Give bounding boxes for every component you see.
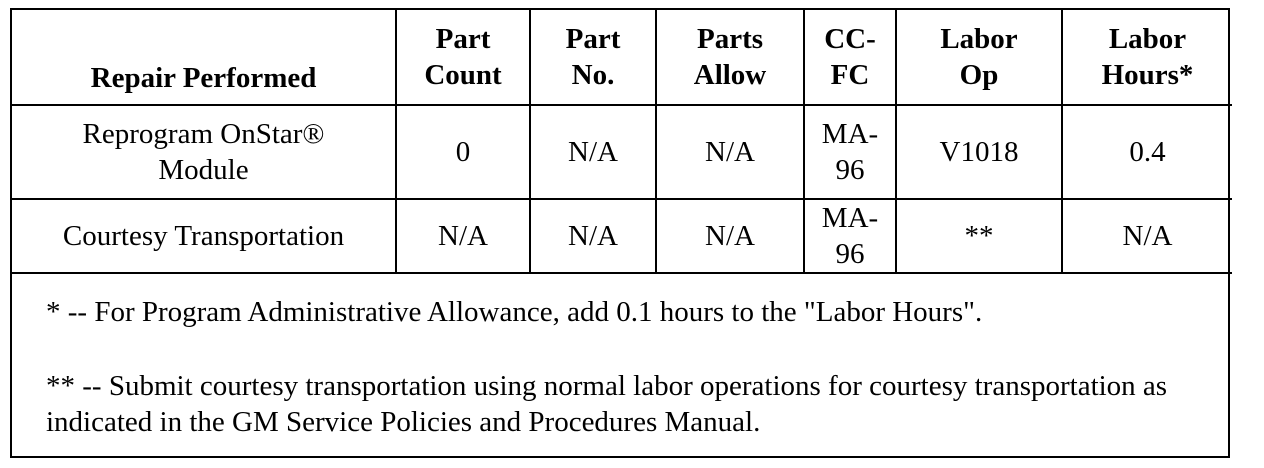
cc-fc-line2: 96 — [835, 238, 865, 270]
header-part-no-line1: Part — [565, 23, 621, 55]
header-labor-op-line1: Labor — [940, 23, 1018, 55]
cell-labor-op: ** — [896, 199, 1062, 273]
cell-part-no: N/A — [530, 105, 656, 199]
header-cc-fc — [804, 10, 896, 105]
cell-part-count: 0 — [396, 105, 530, 199]
repair-line2: Module — [158, 154, 249, 186]
footnote-courtesy-transportation: ** -- Submit courtesy transportation using normal labor operations for courtesy transportation as indicated in the GM Service Policies and Procedures Manual. — [46, 370, 1168, 438]
header-parts-allow-line1: Parts — [696, 23, 764, 55]
footnotes — [12, 274, 1228, 440]
cell-part-count: N/A — [396, 199, 530, 273]
header-labor-hours-line1: Labor — [1108, 23, 1187, 55]
header-labor-hours — [1062, 10, 1232, 105]
header-part-count-line2: Count — [424, 59, 502, 91]
cell-cc-fc — [804, 199, 896, 273]
header-parts-allow-line2: Allow — [693, 59, 767, 91]
cc-fc-line1: MA- — [821, 202, 879, 234]
cell-repair-performed — [12, 199, 396, 273]
header-labor-op-line2: Op — [959, 59, 999, 91]
cell-parts-allow: N/A — [656, 199, 804, 273]
cell-cc-fc — [804, 105, 896, 199]
cell-repair-performed — [12, 105, 396, 199]
repair-table — [12, 10, 1232, 274]
header-cc-fc-line2: FC — [830, 59, 870, 91]
header-repair-performed: Repair Performed — [12, 10, 396, 105]
header-part-no — [530, 10, 656, 105]
header-part-no-line2: No. — [571, 59, 615, 91]
repair-line1: Reprogram OnStar® — [82, 118, 325, 150]
footnote-labor-hours: * -- For Program Administrative Allowance, add 0.1 hours to the "Labor Hours". — [46, 296, 983, 328]
header-labor-hours-line2: Hours* — [1101, 59, 1194, 91]
header-labor-op — [896, 10, 1062, 105]
repair-line1: Courtesy Transportation — [62, 220, 345, 252]
cell-part-no: N/A — [530, 199, 656, 273]
cell-labor-op: V1018 — [896, 105, 1062, 199]
table-row — [12, 199, 1232, 273]
cell-labor-hours: N/A — [1062, 199, 1232, 273]
header-part-count-line1: Part — [435, 23, 491, 55]
table-row — [12, 105, 1232, 199]
cell-parts-allow: N/A — [656, 105, 804, 199]
header-row — [12, 10, 1232, 105]
header-cc-fc-line1: CC- — [824, 23, 876, 55]
cc-fc-line1: MA- — [821, 118, 879, 150]
cc-fc-line2: 96 — [835, 154, 865, 186]
repair-table-document — [10, 8, 1230, 458]
cell-labor-hours: 0.4 — [1062, 105, 1232, 199]
header-parts-allow — [656, 10, 804, 105]
header-part-count — [396, 10, 530, 105]
